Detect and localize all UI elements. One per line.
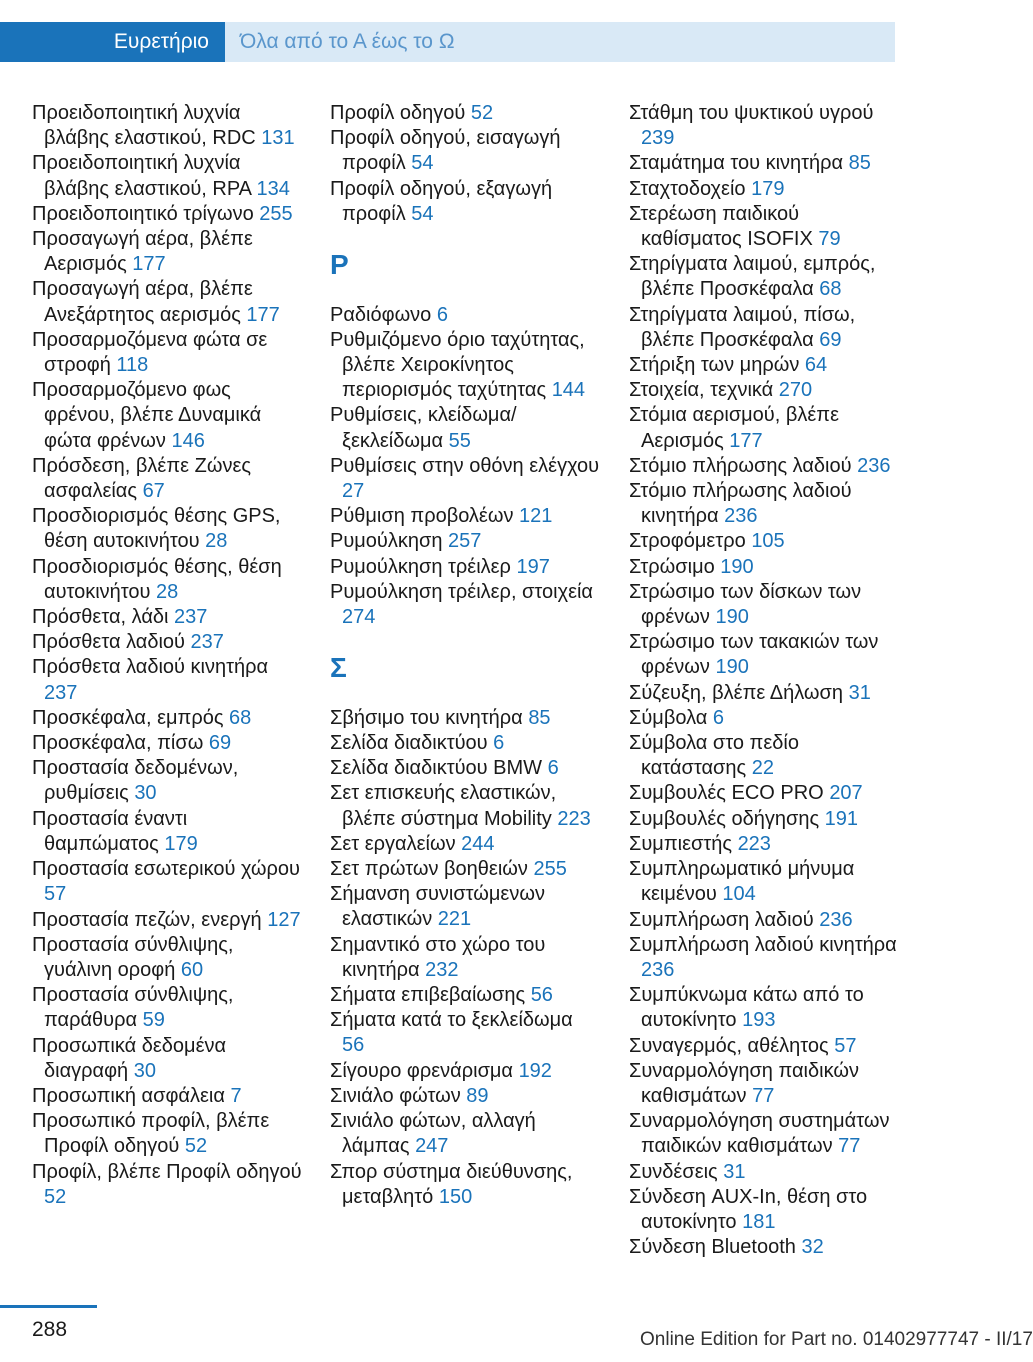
index-entry-text: Σετ πρώτων βοηθειών	[330, 858, 528, 881]
index-entry-text: Πρόσδεση, βλέπε Ζώνες ασφαλείας	[32, 454, 251, 503]
tab-index[interactable]: Ευρετήριο	[0, 22, 225, 62]
index-entry-text: Προφίλ οδηγού, εξαγωγή προφίλ	[330, 177, 553, 225]
index-page-link[interactable]: 190	[715, 656, 749, 679]
index-entry-text: Προφίλ οδηγού	[330, 102, 466, 124]
index-page-link[interactable]: 52	[184, 1135, 208, 1158]
index-entry-text: Στοιχεία, τεχνικά	[629, 379, 774, 402]
index-column-3	[629, 101, 904, 1260]
index-page-link[interactable]: 55	[448, 429, 471, 452]
index-entry	[330, 177, 600, 227]
index-page-link[interactable]: 32	[801, 1236, 824, 1259]
index-page-link[interactable]: 60	[180, 958, 204, 981]
index-entry-text: Προστασία πεζών, ενεργή	[32, 908, 262, 931]
index-entry	[629, 529, 904, 554]
index-page-link[interactable]: 257	[448, 530, 482, 553]
index-entry	[32, 807, 302, 857]
index-page-link[interactable]: 237	[190, 631, 224, 654]
index-entry-text: Σινιάλο φώτων	[330, 1084, 461, 1107]
index-entry	[330, 1059, 600, 1084]
index-entry-text: Σύμβολα	[629, 706, 708, 729]
index-entry-text: Ρυμούλκηση τρέιλερ	[330, 555, 511, 578]
index-page-link[interactable]: 236	[857, 454, 891, 477]
edition-note: Online Edition for Part no. 01402977747 - II/17	[640, 1329, 1033, 1350]
index-entry-text: Σβήσιμο του κινητήρα	[330, 706, 523, 729]
index-entry-text: Προειδοποιητικό τρίγωνο	[32, 202, 254, 225]
index-page-link[interactable]: 31	[723, 1160, 746, 1183]
index-page-link[interactable]: 104	[722, 883, 756, 906]
index-entry-text: Ρυθμίσεις, κλείδωμα/ξεκλείδωμα	[330, 404, 517, 452]
index-entry-text: Συναγερμός, αθέλητος	[629, 1034, 829, 1057]
index-entry	[629, 781, 904, 806]
index-page-link[interactable]: 232	[425, 958, 459, 981]
index-entry	[629, 857, 904, 907]
index-entry-text: Σύνδεση Bluetooth	[629, 1236, 796, 1259]
index-page-link[interactable]: 79	[818, 228, 841, 251]
index-entry	[629, 832, 904, 857]
index-page-link[interactable]: 118	[116, 354, 149, 377]
index-entry-text: Σύνδεση AUX-In, θέση στο αυτοκίνητο	[629, 1185, 868, 1233]
index-page-link[interactable]: 54	[411, 202, 434, 225]
index-page-link[interactable]: 223	[557, 807, 591, 830]
index-entry	[629, 681, 904, 706]
index-entry	[330, 580, 600, 630]
index-page-link[interactable]: 191	[824, 807, 859, 830]
index-entry	[629, 580, 904, 630]
index-page-link[interactable]: 255	[533, 858, 567, 881]
page-number: 288	[32, 1318, 68, 1341]
index-entry	[32, 454, 302, 504]
index-entry	[32, 933, 302, 983]
index-page-link[interactable]: 207	[829, 782, 863, 805]
index-entry-text: Ρυμούλκηση τρέιλερ, στοιχεία	[330, 580, 593, 603]
index-page-link[interactable]: 6	[547, 757, 559, 780]
index-entry	[32, 857, 302, 907]
index-page-link[interactable]: 52	[44, 1185, 67, 1208]
index-entry	[330, 328, 600, 404]
index-entry	[629, 1235, 904, 1260]
index-entry-text: Προσωπικό προφίλ, βλέπε Προφίλ οδηγού	[32, 1110, 270, 1158]
section-letter: Σ	[330, 652, 347, 684]
index-page-link[interactable]: 150	[438, 1185, 473, 1208]
index-page-link[interactable]: 190	[720, 555, 754, 578]
index-page-link[interactable]: 247	[415, 1135, 449, 1158]
index-entry-text: Ρυθμίσεις στην οθόνη ελέγχου	[330, 454, 600, 477]
index-page-link[interactable]: 85	[528, 706, 551, 729]
index-entry	[629, 706, 904, 731]
header-tabs	[0, 22, 895, 62]
index-entry	[32, 908, 302, 933]
index-entry	[629, 630, 904, 680]
index-entry	[330, 832, 600, 857]
index-entry	[32, 277, 302, 327]
index-page-link[interactable]: 134	[256, 177, 290, 200]
index-page-link[interactable]: 105	[751, 530, 785, 553]
index-entry-text: Σύζευξη, βλέπε Δήλωση	[629, 681, 844, 704]
index-entry-text: Ρυθμιζόμενο όριο ταχύτητας, βλέπε Χειροκίνητος περιορισμός ταχύτητας	[330, 328, 585, 402]
index-entry	[330, 504, 600, 529]
index-entry	[32, 1034, 302, 1084]
index-page-link[interactable]: 69	[208, 732, 232, 755]
index-entry	[629, 378, 904, 403]
index-entry	[330, 101, 600, 126]
index-entry-text: Προσαρμοζόμενα φώτα σε στροφή	[32, 328, 268, 377]
index-page-link[interactable]: 179	[164, 832, 198, 855]
index-entry-text: Σημαντικό στο χώρο του κινητήρα	[330, 933, 546, 981]
index-entry	[32, 630, 302, 655]
index-column-2	[330, 101, 600, 1210]
index-entry-text: Στρώσιμο των δίσκων των φρένων	[629, 580, 862, 629]
index-entry	[32, 151, 302, 201]
index-entry-text: Πρόσθετα, λάδι	[32, 606, 169, 629]
index-entry-text: Προειδοποιητική λυχνία βλάβης ελαστικού, RDC	[32, 102, 256, 150]
index-page-link[interactable]: 68	[229, 706, 252, 729]
index-entry	[629, 454, 904, 479]
index-entry	[629, 252, 904, 302]
index-entry-text: Σήμανση συνιστώμενων ελαστικών	[330, 883, 545, 931]
index-entry	[629, 1034, 904, 1059]
section-letter: Ρ	[330, 249, 349, 281]
index-page-link[interactable]: 30	[134, 782, 157, 805]
index-entry	[32, 706, 302, 731]
index-entry	[330, 983, 600, 1008]
index-entry	[629, 303, 904, 353]
index-entry	[629, 933, 904, 983]
index-entry	[330, 1109, 600, 1159]
index-page-link[interactable]: 30	[133, 1059, 156, 1082]
footer-rule	[0, 1305, 97, 1308]
index-entry	[330, 857, 600, 882]
index-entry-text: Σελίδα διαδικτύου	[330, 732, 488, 755]
index-entry	[629, 403, 904, 453]
index-page-link[interactable]: 177	[132, 253, 166, 276]
index-entry	[629, 151, 904, 176]
index-entry-text: Σετ επισκευής ελαστικών, βλέπε σύστημα Mobility	[330, 782, 557, 830]
index-entry	[330, 303, 600, 328]
index-entry-text: Σετ εργαλείων	[330, 832, 456, 855]
index-entry	[629, 101, 904, 151]
index-page-link[interactable]: 85	[848, 152, 871, 175]
index-page-link[interactable]: 59	[142, 1009, 165, 1032]
index-entry	[629, 353, 904, 378]
index-entry-text: Στροφόμετρο	[629, 530, 746, 553]
index-entry-text: Σήματα κατά το ξεκλείδωμα	[330, 1009, 573, 1032]
index-entry	[330, 1084, 600, 1109]
index-entry	[629, 479, 904, 529]
index-page-link[interactable]: 52	[470, 102, 494, 124]
index-page-link[interactable]: 68	[819, 278, 842, 301]
index-entry-text: Πρόσθετα λαδιού	[32, 631, 185, 654]
index-entry-text: Σταμάτημα του κινητήρα	[629, 152, 844, 175]
index-page-link[interactable]: 181	[742, 1210, 776, 1233]
index-entry-text: Προσδιορισμός θέσης, θέση αυτοκινήτου	[32, 555, 282, 603]
index-page-link[interactable]: 236	[724, 505, 758, 528]
index-entry-text: Προστασία δεδομένων, ρυθμίσεις	[32, 757, 239, 805]
index-entry	[629, 731, 904, 781]
index-entry	[32, 328, 302, 378]
index-entry-text: Προστασία σύνθλιψης, γυάλινη οροφή	[32, 933, 234, 981]
index-entry	[330, 529, 600, 554]
index-entry-text: Προσδιορισμός θέσης GPS, θέση αυτοκινήτου	[32, 505, 281, 553]
index-entry-text: Προσκέφαλα, εμπρός	[32, 706, 224, 729]
index-entry-text: Στρώσιμο των τακακιών των φρένων	[629, 631, 879, 679]
index-entry-text: Στόμια αερισμού, βλέπε Αερισμός	[629, 404, 839, 452]
index-page-link[interactable]: 6	[493, 732, 505, 755]
index-entry-text: Συμπλήρωση λαδιού κινητήρα	[629, 933, 897, 956]
index-entry-text: Προσωπικά δεδομένα διαγραφή	[32, 1034, 227, 1082]
index-page-link[interactable]: 223	[737, 832, 771, 855]
index-entry-text: Προσκέφαλα, πίσω	[32, 732, 204, 755]
index-entry	[32, 504, 302, 554]
index-entry	[32, 1160, 302, 1210]
index-entry-text: Ρύθμιση προβολέων	[330, 505, 514, 528]
index-entry-text: Στόμιο πλήρωσης λαδιού	[629, 454, 852, 477]
index-entry	[629, 202, 904, 252]
index-entry-text: Στερέωση παιδικού καθίσματος ISOFIX	[629, 202, 813, 251]
index-entry	[32, 378, 302, 454]
index-page-link[interactable]: 27	[342, 480, 365, 503]
index-page-link[interactable]: 57	[834, 1034, 857, 1057]
index-entry-text: Προειδοποιητική λυχνία βλάβης ελαστικού, RPA	[32, 152, 251, 200]
index-entry-text: Προσαγωγή αέρα, βλέπε Αερισμός	[32, 228, 253, 276]
index-entry	[629, 807, 904, 832]
index-page-link[interactable]: 239	[641, 127, 675, 150]
index-entry-text: Στάθμη του ψυκτικού υγρού	[629, 102, 874, 124]
index-entry-text: Συναρμολόγηση συστημάτων παιδικών καθισμάτων	[629, 1110, 890, 1158]
index-page-link[interactable]: 244	[461, 832, 495, 855]
index-entry	[330, 882, 600, 932]
index-entry-text: Σταχτοδοχείο	[629, 177, 746, 200]
index-entry	[629, 908, 904, 933]
index-page-link[interactable]: 6	[436, 303, 448, 326]
index-page-link[interactable]: 197	[516, 555, 550, 578]
index-entry-text: Σινιάλο φώτων, αλλαγή λάμπας	[330, 1110, 536, 1158]
index-entry-text: Σύμβολα στο πεδίο κατάστασης	[629, 732, 799, 780]
index-entry	[330, 126, 600, 176]
index-entry-text: Προφίλ, βλέπε Προφίλ οδηγού	[32, 1160, 302, 1183]
index-page-link[interactable]: 77	[752, 1084, 775, 1107]
index-page-link[interactable]: 177	[729, 429, 763, 452]
index-page-link[interactable]: 56	[530, 984, 553, 1007]
index-entry-text: Προσωπική ασφάλεια	[32, 1084, 225, 1107]
index-entry	[330, 1008, 600, 1058]
index-entry	[32, 655, 302, 705]
index-entry-text: Σήματα επιβεβαίωσης	[330, 984, 526, 1007]
index-page-link[interactable]: 64	[804, 354, 828, 377]
index-entry	[32, 1109, 302, 1159]
index-entry	[330, 555, 600, 580]
index-entry-text: Συναρμολόγηση παιδικών καθισμάτων	[629, 1059, 859, 1107]
index-page-link[interactable]: 28	[156, 580, 179, 603]
index-entry	[32, 227, 302, 277]
index-page-link[interactable]: 56	[342, 1034, 365, 1057]
index-page-link[interactable]: 190	[715, 606, 749, 629]
index-entry-text: Στόμιο πλήρωσης λαδιού κινητήρα	[629, 480, 852, 528]
index-entry-text: Προστασία σύνθλιψης, παράθυρα	[32, 984, 234, 1032]
index-entry	[629, 1185, 904, 1235]
index-page-link[interactable]: 236	[641, 958, 675, 981]
index-entry	[330, 706, 600, 731]
index-entry-text: Συμβουλές οδήγησης	[629, 807, 820, 830]
index-page-link[interactable]: 127	[267, 908, 301, 931]
index-entry-text: Προσαρμοζόμενο φως φρένου, βλέπε Δυναμικά φώτα φρένων	[32, 379, 262, 452]
index-entry	[330, 1160, 600, 1210]
index-entry	[330, 731, 600, 756]
index-entry	[32, 101, 302, 151]
index-page-link[interactable]: 179	[751, 177, 785, 200]
index-page-link[interactable]: 237	[44, 681, 78, 704]
index-entry	[330, 756, 600, 781]
index-entry-text: Στηρίγματα λαιμού, εμπρός, βλέπε Προσκέφαλα	[629, 253, 876, 301]
index-entry-text: Σίγουρο φρενάρισμα	[330, 1059, 513, 1082]
index-page-link[interactable]: 255	[259, 202, 293, 225]
index-entry	[32, 756, 302, 806]
index-entry-text: Συμβουλές ECO PRO	[629, 782, 824, 805]
index-entry-text: Συμπλήρωση λαδιού	[629, 908, 814, 931]
index-entry	[32, 1084, 302, 1109]
index-entry-text: Στρώσιμο	[629, 555, 715, 578]
index-entry	[32, 555, 302, 605]
index-page-link[interactable]: 22	[751, 757, 774, 780]
index-entry	[629, 1160, 904, 1185]
index-page-link[interactable]: 193	[742, 1009, 776, 1032]
index-entry-text: Προσαγωγή αέρα, βλέπε Ανεξάρτητος αερισμός	[32, 278, 253, 326]
index-entry	[330, 933, 600, 983]
index-page-link[interactable]: 54	[411, 152, 434, 175]
index-entry	[629, 983, 904, 1033]
index-entry-text: Συνδέσεις	[629, 1160, 718, 1183]
index-entry	[32, 202, 302, 227]
index-page-link[interactable]: 89	[466, 1084, 489, 1107]
index-page-link[interactable]: 28	[205, 530, 228, 553]
index-entry-text: Ραδιόφωνο	[330, 303, 432, 326]
index-entry-text: Πρόσθετα λαδιού κινητήρα	[32, 656, 269, 679]
index-page-link[interactable]: 270	[778, 379, 813, 402]
index-entry	[629, 555, 904, 580]
index-page-link[interactable]: 192	[518, 1059, 552, 1082]
index-entry-text: Σελίδα διαδικτύου BMW	[330, 757, 543, 780]
index-page-link[interactable]: 69	[819, 328, 842, 351]
index-page-link[interactable]: 221	[437, 908, 472, 931]
index-entry-text: Προφίλ οδηγού, εισαγωγή προφίλ	[330, 127, 561, 175]
index-page-link[interactable]: 57	[44, 883, 67, 906]
index-entry-text: Συμπιεστής	[629, 832, 732, 855]
index-entry-text: Προστασία έναντι θαμπώματος	[32, 807, 188, 855]
index-page-link[interactable]: 6	[712, 706, 725, 729]
index-entry	[629, 1109, 904, 1159]
index-entry-text: Στήριξη των μηρών	[629, 354, 800, 377]
index-entry	[32, 731, 302, 756]
index-entry-text: Στηρίγματα λαιμού, πίσω, βλέπε Προσκέφαλα	[629, 303, 856, 351]
index-entry	[629, 1059, 904, 1109]
index-page-link[interactable]: 274	[342, 606, 376, 629]
index-entry	[629, 177, 904, 202]
index-entry-text: Σπορ σύστημα διεύθυνσης, μεταβλητό	[330, 1160, 573, 1208]
index-page-link[interactable]: 177	[246, 303, 280, 326]
index-page-link[interactable]: 131	[261, 127, 295, 150]
index-entry-text: Συμπληρωματικό μήνυμα κειμένου	[629, 858, 855, 906]
index-entry	[32, 983, 302, 1033]
index-page-link[interactable]: 7	[230, 1084, 242, 1107]
tab-a-to-z[interactable]: Όλα από το Α έως το Ω	[225, 22, 895, 62]
index-page-link[interactable]: 237	[174, 606, 208, 629]
index-page-link[interactable]: 146	[171, 429, 205, 452]
index-page-link[interactable]: 121	[519, 505, 553, 528]
index-entry-text: Προστασία εσωτερικού χώρου	[32, 858, 300, 881]
index-entry-text: Ρυμούλκηση	[330, 530, 443, 553]
index-page-link[interactable]: 144	[551, 379, 586, 402]
index-column-1	[32, 101, 302, 1210]
index-page-link[interactable]: 67	[142, 480, 165, 503]
index-entry-text: Συμπύκνωμα κάτω από το αυτοκίνητο	[629, 984, 864, 1032]
index-entry	[32, 605, 302, 630]
index-page-link[interactable]: 31	[848, 681, 871, 704]
index-entry	[330, 403, 600, 453]
index-entry	[330, 454, 600, 504]
index-page-link[interactable]: 236	[819, 908, 853, 931]
index-page-link[interactable]: 77	[838, 1135, 861, 1158]
index-entry	[330, 781, 600, 831]
